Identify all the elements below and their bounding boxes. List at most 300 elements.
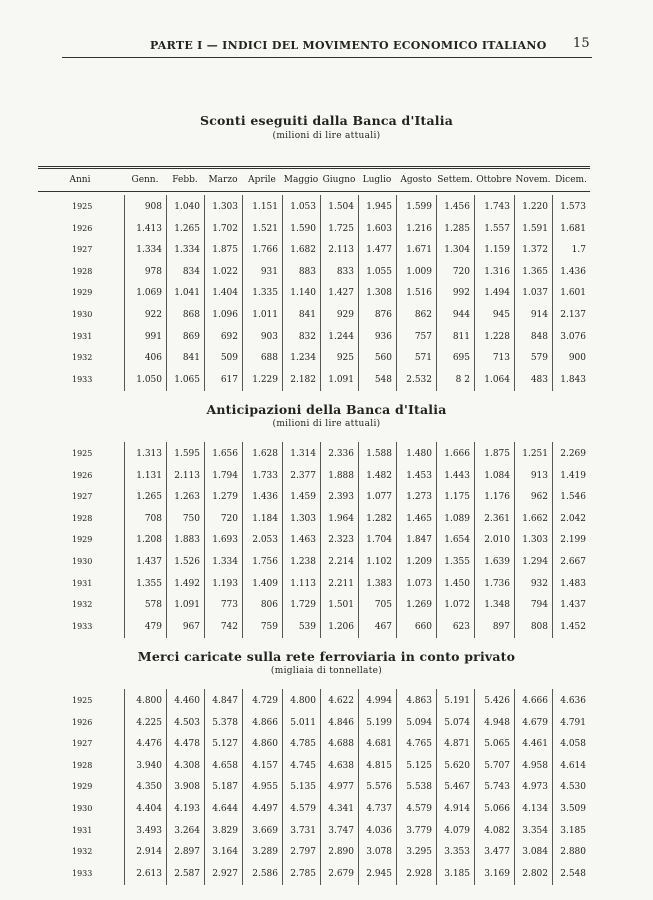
value-cell: 4.157 bbox=[252, 760, 278, 771]
value-cell: 660 bbox=[414, 621, 432, 632]
value-cell: 4.530 bbox=[560, 782, 586, 793]
value-cell: 967 bbox=[182, 621, 200, 632]
value-cell: 1.436 bbox=[252, 492, 278, 503]
value-cell: 1.743 bbox=[484, 202, 510, 212]
value-cell: 4.497 bbox=[252, 804, 278, 814]
value-cell: 773 bbox=[220, 600, 238, 611]
value-cell: 4.866 bbox=[252, 717, 278, 728]
table-2-subtitle: (milioni di lire attuali) bbox=[272, 419, 381, 429]
year-cell: 1932 bbox=[72, 353, 93, 363]
column-header-month: Giugno bbox=[322, 175, 356, 185]
value-cell: 3.509 bbox=[560, 804, 586, 814]
value-cell: 1.483 bbox=[560, 578, 586, 589]
value-cell: 2.667 bbox=[560, 557, 586, 567]
year-cell: 1926 bbox=[72, 223, 93, 233]
value-cell: 1.452 bbox=[560, 621, 586, 632]
value-cell: 2.113 bbox=[328, 245, 354, 256]
value-cell: 688 bbox=[260, 353, 278, 364]
value-cell: 1.465 bbox=[406, 513, 432, 524]
value-cell: 1.453 bbox=[406, 470, 432, 481]
table-row bbox=[38, 803, 590, 815]
year-cell: 1933 bbox=[72, 374, 93, 384]
year-cell: 1926 bbox=[72, 470, 93, 480]
value-cell: 3.779 bbox=[406, 825, 432, 836]
value-cell: 991 bbox=[144, 331, 162, 342]
value-cell: 1.303 bbox=[290, 513, 316, 524]
year-cell: 1929 bbox=[72, 782, 93, 792]
table-2-title: Anticipazioni della Banca d'Italia bbox=[206, 402, 447, 417]
value-cell: 4.644 bbox=[212, 804, 238, 814]
table-row bbox=[38, 578, 590, 590]
value-cell: 1.355 bbox=[136, 578, 162, 589]
value-cell: 4.404 bbox=[136, 804, 162, 814]
value-cell: 4.658 bbox=[212, 760, 238, 771]
value-cell: 2.679 bbox=[328, 868, 354, 879]
table-3-subtitle: (migliaia di tonnellate) bbox=[270, 666, 383, 676]
value-cell: 1.303 bbox=[212, 202, 238, 212]
value-cell: 1.355 bbox=[444, 557, 470, 567]
value-cell: 2.548 bbox=[560, 868, 586, 879]
year-cell: 1932 bbox=[72, 847, 93, 857]
value-cell: 4.225 bbox=[136, 717, 162, 728]
value-cell: 1.480 bbox=[406, 449, 432, 459]
value-cell: 1.065 bbox=[174, 374, 200, 385]
value-cell: 2.890 bbox=[328, 847, 354, 858]
year-cell: 1928 bbox=[72, 513, 93, 523]
value-cell: 4.082 bbox=[484, 825, 510, 836]
value-cell: 897 bbox=[492, 621, 510, 632]
value-cell: 5.074 bbox=[444, 717, 470, 728]
value-cell: 1.334 bbox=[136, 245, 162, 256]
value-cell: 4.791 bbox=[560, 717, 586, 728]
value-cell: 945 bbox=[492, 310, 510, 320]
table-row bbox=[38, 331, 590, 343]
value-cell: 1.945 bbox=[366, 202, 392, 212]
value-cell: 2.897 bbox=[174, 847, 200, 858]
value-cell: 794 bbox=[530, 600, 548, 611]
value-cell: 3.493 bbox=[136, 825, 162, 836]
table-row bbox=[38, 717, 590, 729]
column-header-month: Maggio bbox=[283, 175, 319, 185]
value-cell: 883 bbox=[298, 266, 316, 277]
table-row bbox=[38, 352, 590, 364]
column-header-years: Anni bbox=[69, 175, 91, 185]
value-cell: 2.393 bbox=[328, 492, 354, 503]
value-cell: 4.193 bbox=[174, 804, 200, 814]
value-cell: 1.348 bbox=[484, 600, 510, 611]
value-cell: 4.341 bbox=[328, 804, 354, 814]
value-cell: 1.303 bbox=[522, 535, 548, 546]
running-title: PARTE I — INDICI DEL MOVIMENTO ECONOMICO ITALIANO bbox=[150, 39, 547, 52]
value-cell: 1.084 bbox=[484, 470, 510, 481]
value-cell: 3.169 bbox=[484, 868, 510, 879]
value-cell: 708 bbox=[144, 513, 162, 524]
value-cell: 5.125 bbox=[406, 760, 432, 771]
value-cell: 4.737 bbox=[366, 804, 392, 814]
table-row bbox=[38, 760, 590, 772]
year-cell: 1930 bbox=[72, 557, 93, 566]
value-cell: 1.383 bbox=[366, 578, 392, 589]
value-cell: 759 bbox=[260, 621, 278, 632]
value-cell: 2.137 bbox=[560, 310, 586, 320]
value-cell: 1.450 bbox=[444, 578, 470, 589]
value-cell: 1.443 bbox=[444, 470, 470, 481]
value-cell: 1.413 bbox=[136, 223, 162, 234]
value-cell: 5.426 bbox=[484, 696, 510, 706]
value-cell: 4.765 bbox=[406, 739, 432, 750]
value-cell: 720 bbox=[220, 513, 238, 524]
value-cell: 1.089 bbox=[444, 513, 470, 524]
value-cell: 5.620 bbox=[444, 760, 470, 771]
table-1-subtitle: (milioni di lire attuali) bbox=[272, 131, 381, 141]
value-cell: 2.010 bbox=[484, 535, 510, 546]
value-cell: 1.069 bbox=[136, 288, 162, 299]
value-cell: 900 bbox=[568, 353, 586, 364]
year-cell: 1927 bbox=[72, 245, 93, 255]
table-row bbox=[38, 868, 590, 880]
value-cell: 925 bbox=[336, 353, 354, 364]
table-row bbox=[38, 448, 590, 460]
value-cell: 869 bbox=[182, 331, 200, 342]
value-cell: 4.681 bbox=[366, 739, 392, 750]
value-cell: 4.863 bbox=[406, 696, 432, 706]
value-cell: 1.282 bbox=[366, 513, 392, 524]
year-cell: 1932 bbox=[72, 600, 93, 610]
value-cell: 1.847 bbox=[406, 535, 432, 546]
year-cell: 1928 bbox=[72, 760, 93, 770]
table-row bbox=[38, 738, 590, 750]
table-3-title: Merci caricate sulla rete ferroviaria in conto privato bbox=[137, 649, 516, 664]
value-cell: 811 bbox=[452, 331, 470, 342]
table-row bbox=[38, 244, 590, 256]
year-cell: 1930 bbox=[72, 310, 93, 319]
value-cell: 808 bbox=[530, 621, 548, 632]
value-cell: 1.096 bbox=[212, 310, 238, 320]
value-cell: 1.335 bbox=[252, 288, 278, 299]
value-cell: 1.504 bbox=[328, 202, 354, 212]
value-cell: 4.134 bbox=[522, 804, 548, 814]
value-cell: 1.521 bbox=[252, 223, 278, 234]
value-cell: 4.350 bbox=[136, 782, 162, 793]
value-cell: 578 bbox=[144, 600, 162, 611]
value-cell: 1.285 bbox=[444, 223, 470, 234]
value-cell: 931 bbox=[260, 266, 278, 277]
column-header-month: Settem. bbox=[437, 175, 473, 185]
value-cell: 1.073 bbox=[406, 578, 432, 589]
value-cell: 1.404 bbox=[212, 288, 238, 299]
value-cell: 1.459 bbox=[290, 492, 316, 503]
value-cell: 713 bbox=[492, 353, 510, 364]
value-cell: 932 bbox=[530, 578, 548, 589]
value-cell: 1.702 bbox=[212, 223, 238, 234]
value-cell: 4.847 bbox=[212, 696, 238, 706]
value-cell: 8 2 bbox=[455, 374, 470, 385]
value-cell: 1.244 bbox=[328, 331, 354, 342]
value-cell: 1.314 bbox=[290, 449, 316, 459]
value-cell: 2.586 bbox=[252, 868, 278, 879]
value-cell: 1.427 bbox=[328, 288, 354, 299]
column-header-month: Agosto bbox=[400, 175, 432, 185]
value-cell: 1.639 bbox=[484, 557, 510, 567]
value-cell: 1.175 bbox=[444, 492, 470, 503]
table-row bbox=[38, 846, 590, 858]
value-cell: 1.053 bbox=[290, 202, 316, 212]
value-cell: 1.573 bbox=[560, 202, 586, 212]
year-cell: 1929 bbox=[72, 288, 93, 298]
column-header-month: Febb. bbox=[172, 175, 198, 185]
value-cell: 2.053 bbox=[252, 535, 278, 546]
table-row bbox=[38, 556, 590, 568]
value-cell: 1.228 bbox=[484, 331, 510, 342]
value-cell: 1.140 bbox=[290, 288, 316, 299]
value-cell: 3.354 bbox=[522, 825, 548, 836]
value-cell: 848 bbox=[530, 331, 548, 342]
value-cell: 548 bbox=[374, 374, 392, 385]
value-cell: 922 bbox=[144, 310, 162, 320]
value-cell: 1.055 bbox=[366, 266, 392, 277]
value-cell: 2.928 bbox=[406, 868, 432, 879]
value-cell: 692 bbox=[220, 331, 238, 342]
value-cell: 1.037 bbox=[522, 288, 548, 299]
value-cell: 1.875 bbox=[212, 245, 238, 256]
value-cell: 579 bbox=[530, 353, 548, 364]
table-row bbox=[38, 621, 590, 633]
value-cell: 1.794 bbox=[212, 470, 238, 481]
value-cell: 5.066 bbox=[484, 804, 510, 814]
value-cell: 1.463 bbox=[290, 535, 316, 546]
year-cell: 1931 bbox=[72, 825, 93, 835]
value-cell: 5.199 bbox=[366, 717, 392, 728]
value-cell: 5.467 bbox=[444, 782, 470, 793]
value-cell: 1.704 bbox=[366, 535, 392, 546]
value-cell: 944 bbox=[452, 310, 470, 320]
value-cell: 4.948 bbox=[484, 717, 510, 728]
value-cell: 1.009 bbox=[406, 266, 432, 277]
value-cell: 2.042 bbox=[560, 513, 586, 524]
value-cell: 1.733 bbox=[252, 470, 278, 481]
value-cell: 1.501 bbox=[328, 600, 354, 611]
value-cell: 4.800 bbox=[136, 696, 162, 706]
value-cell: 5.576 bbox=[366, 782, 392, 793]
value-cell: 1.011 bbox=[252, 310, 278, 320]
year-cell: 1931 bbox=[72, 578, 93, 588]
value-cell: 1.334 bbox=[174, 245, 200, 256]
value-cell: 1.7 bbox=[571, 245, 586, 256]
value-cell: 1.494 bbox=[484, 288, 510, 299]
value-cell: 1.022 bbox=[212, 266, 238, 277]
year-cell: 1925 bbox=[72, 696, 93, 705]
value-cell: 2.802 bbox=[522, 868, 548, 879]
value-cell: 2.269 bbox=[560, 449, 586, 459]
value-cell: 4.478 bbox=[174, 739, 200, 750]
value-cell: 3.289 bbox=[252, 847, 278, 858]
value-cell: 5.538 bbox=[406, 782, 432, 793]
value-cell: 705 bbox=[374, 600, 392, 611]
year-cell: 1931 bbox=[72, 331, 93, 341]
table-row bbox=[38, 825, 590, 837]
value-cell: 1.654 bbox=[444, 535, 470, 546]
value-cell: 4.977 bbox=[328, 782, 354, 793]
value-cell: 4.846 bbox=[328, 717, 354, 728]
value-cell: 1.883 bbox=[174, 535, 200, 546]
year-cell: 1930 bbox=[72, 804, 93, 813]
value-cell: 5.707 bbox=[484, 760, 510, 771]
value-cell: 1.456 bbox=[444, 202, 470, 212]
value-cell: 1.671 bbox=[406, 245, 432, 256]
value-cell: 4.036 bbox=[366, 825, 392, 836]
value-cell: 1.409 bbox=[252, 578, 278, 589]
value-cell: 1.050 bbox=[136, 374, 162, 385]
value-cell: 876 bbox=[374, 310, 392, 320]
value-cell: 5.378 bbox=[212, 717, 238, 728]
value-cell: 4.058 bbox=[560, 739, 586, 750]
table-row bbox=[38, 470, 590, 482]
value-cell: 1.102 bbox=[366, 557, 392, 567]
value-cell: 1.273 bbox=[406, 492, 432, 503]
value-cell: 1.875 bbox=[484, 449, 510, 459]
table-row bbox=[38, 781, 590, 793]
year-cell: 1926 bbox=[72, 717, 93, 727]
value-cell: 2.927 bbox=[212, 868, 238, 879]
value-cell: 1.313 bbox=[136, 449, 162, 459]
value-cell: 1.482 bbox=[366, 470, 392, 481]
year-cell: 1925 bbox=[72, 202, 93, 211]
value-cell: 806 bbox=[260, 600, 278, 611]
value-cell: 1.628 bbox=[252, 449, 278, 459]
value-cell: 571 bbox=[414, 353, 432, 364]
table-row bbox=[38, 491, 590, 503]
value-cell: 406 bbox=[144, 353, 162, 364]
value-cell: 4.785 bbox=[290, 739, 316, 750]
value-cell: 4.614 bbox=[560, 760, 586, 771]
value-cell: 841 bbox=[182, 353, 200, 364]
value-cell: 1.591 bbox=[522, 223, 548, 234]
value-cell: 5.135 bbox=[290, 782, 316, 793]
value-cell: 4.476 bbox=[136, 739, 162, 750]
table-row bbox=[38, 223, 590, 235]
value-cell: 4.579 bbox=[290, 804, 316, 814]
value-cell: 1.693 bbox=[212, 535, 238, 546]
value-cell: 1.263 bbox=[174, 492, 200, 503]
value-cell: 5.011 bbox=[290, 717, 316, 728]
page-header bbox=[62, 37, 592, 58]
value-cell: 5.187 bbox=[212, 782, 238, 793]
value-cell: 1.206 bbox=[328, 621, 354, 632]
value-cell: 1.294 bbox=[522, 557, 548, 567]
value-cell: 4.973 bbox=[522, 782, 548, 793]
value-cell: 1.590 bbox=[290, 223, 316, 234]
value-cell: 1.477 bbox=[366, 245, 392, 256]
value-cell: 1.729 bbox=[290, 600, 316, 611]
value-cell: 1.888 bbox=[328, 470, 354, 481]
value-cell: 1.736 bbox=[484, 578, 510, 589]
value-cell: 1.151 bbox=[252, 202, 278, 212]
value-cell: 1.229 bbox=[252, 374, 278, 385]
value-cell: 1.279 bbox=[212, 492, 238, 503]
value-cell: 5.127 bbox=[212, 739, 238, 750]
value-cell: 1.526 bbox=[174, 557, 200, 567]
value-cell: 1.681 bbox=[560, 223, 586, 234]
value-cell: 3.185 bbox=[560, 825, 586, 836]
value-cell: 1.113 bbox=[290, 578, 316, 589]
value-cell: 1.437 bbox=[136, 557, 162, 567]
table-row bbox=[38, 513, 590, 525]
value-cell: 908 bbox=[144, 202, 162, 212]
value-cell: 4.871 bbox=[444, 739, 470, 750]
value-cell: 1.603 bbox=[366, 223, 392, 234]
value-cell: 3.747 bbox=[328, 825, 354, 836]
value-cell: 2.797 bbox=[290, 847, 316, 858]
value-cell: 1.766 bbox=[252, 245, 278, 256]
value-cell: 483 bbox=[530, 374, 548, 385]
value-cell: 833 bbox=[336, 266, 354, 277]
value-cell: 3.731 bbox=[290, 825, 316, 836]
value-cell: 4.914 bbox=[444, 804, 470, 814]
year-cell: 1925 bbox=[72, 449, 93, 458]
value-cell: 2.211 bbox=[328, 578, 354, 589]
table-row bbox=[38, 201, 590, 213]
value-cell: 962 bbox=[530, 492, 548, 503]
value-cell: 1.437 bbox=[560, 600, 586, 611]
value-cell: 3.076 bbox=[560, 331, 586, 342]
value-cell: 4.815 bbox=[366, 760, 392, 771]
value-cell: 1.557 bbox=[484, 223, 510, 234]
value-cell: 2.361 bbox=[484, 513, 510, 524]
value-cell: 2.214 bbox=[328, 557, 354, 567]
value-cell: 1.419 bbox=[560, 470, 586, 481]
value-cell: 1.334 bbox=[212, 557, 238, 567]
column-header-month: Genn. bbox=[131, 175, 159, 185]
year-cell: 1929 bbox=[72, 535, 93, 545]
value-cell: 1.308 bbox=[366, 288, 392, 299]
value-cell: 1.269 bbox=[406, 600, 432, 611]
value-cell: 1.365 bbox=[522, 266, 548, 277]
value-cell: 2.587 bbox=[174, 868, 200, 879]
value-cell: 936 bbox=[374, 331, 392, 342]
value-cell: 1.064 bbox=[484, 374, 510, 385]
value-cell: 2.945 bbox=[366, 868, 392, 879]
table-row bbox=[38, 695, 590, 707]
value-cell: 1.516 bbox=[406, 288, 432, 299]
value-cell: 3.185 bbox=[444, 868, 470, 879]
value-cell: 834 bbox=[182, 266, 200, 277]
value-cell: 868 bbox=[182, 310, 200, 320]
year-cell: 1927 bbox=[72, 739, 93, 749]
value-cell: 1.131 bbox=[136, 470, 162, 481]
year-cell: 1933 bbox=[72, 621, 93, 631]
value-cell: 1.208 bbox=[136, 535, 162, 546]
value-cell: 4.688 bbox=[328, 739, 354, 750]
page-number: 15 bbox=[572, 36, 590, 51]
value-cell: 832 bbox=[298, 331, 316, 342]
value-cell: 3.295 bbox=[406, 847, 432, 858]
value-cell: 4.745 bbox=[290, 760, 316, 771]
value-cell: 4.636 bbox=[560, 696, 586, 706]
value-cell: 3.164 bbox=[212, 847, 238, 858]
value-cell: 914 bbox=[530, 310, 548, 320]
value-cell: 1.756 bbox=[252, 557, 278, 567]
table-1-title: Sconti eseguiti dalla Banca d'Italia bbox=[199, 113, 454, 128]
column-header-month: Ottobre bbox=[476, 175, 512, 185]
value-cell: 5.743 bbox=[484, 782, 510, 793]
value-cell: 509 bbox=[220, 353, 238, 364]
value-cell: 539 bbox=[298, 621, 316, 632]
value-cell: 4.622 bbox=[328, 696, 354, 706]
column-header-month: Dicem. bbox=[555, 175, 587, 185]
value-cell: 1.159 bbox=[484, 245, 510, 256]
value-cell: 3.264 bbox=[174, 825, 200, 836]
value-cell: 2.323 bbox=[328, 535, 354, 546]
